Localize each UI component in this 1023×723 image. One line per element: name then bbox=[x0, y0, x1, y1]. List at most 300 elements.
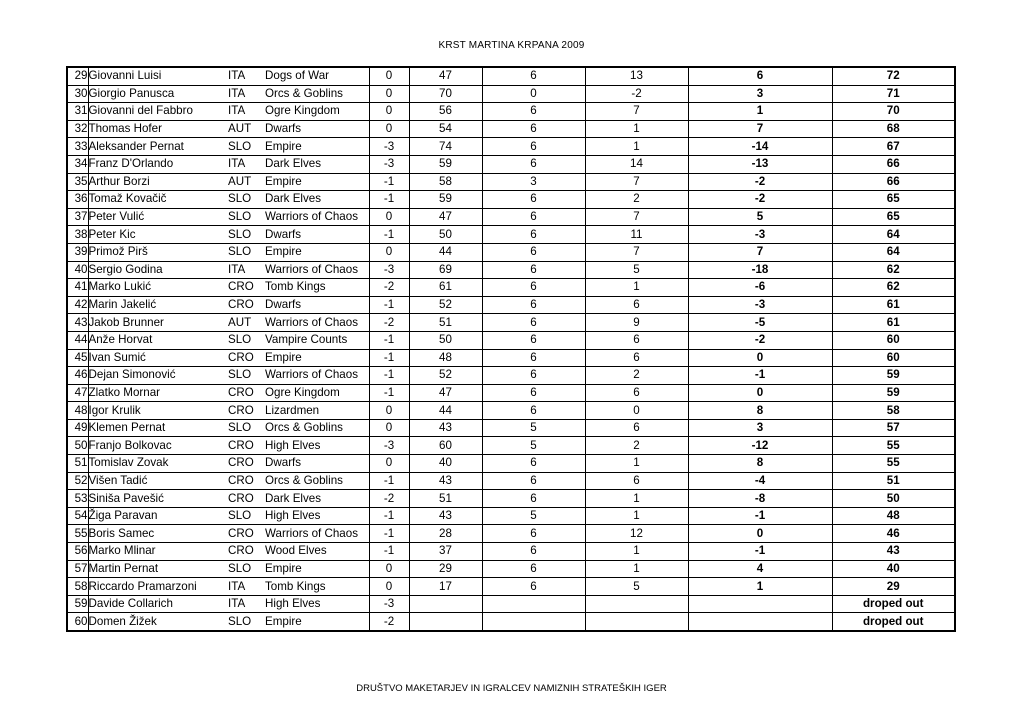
army-name: Ogre Kingdom bbox=[265, 103, 369, 121]
score-cell: 47 bbox=[409, 384, 482, 402]
army-name: Dwarfs bbox=[265, 226, 369, 244]
player-name: Domen Žižek bbox=[88, 613, 228, 631]
rank-cell: 51 bbox=[67, 455, 88, 473]
modifier-cell: -1 bbox=[369, 543, 409, 561]
points-cell bbox=[688, 613, 832, 631]
total-cell: 50 bbox=[832, 490, 955, 508]
rank-cell: 40 bbox=[67, 261, 88, 279]
player-name: Riccardo Pramarzoni bbox=[88, 578, 228, 596]
country-code: SLO bbox=[228, 191, 265, 209]
country-code: CRO bbox=[228, 455, 265, 473]
rank-cell: 46 bbox=[67, 367, 88, 385]
rank-cell: 60 bbox=[67, 613, 88, 631]
rank-cell: 52 bbox=[67, 472, 88, 490]
points-cell: -13 bbox=[688, 155, 832, 173]
modifier-cell: 0 bbox=[369, 419, 409, 437]
points-cell: 0 bbox=[688, 525, 832, 543]
rank-cell: 59 bbox=[67, 595, 88, 613]
score-cell: 44 bbox=[409, 243, 482, 261]
army-name: Warriors of Chaos bbox=[265, 208, 369, 226]
country-code: ITA bbox=[228, 103, 265, 121]
bonus-cell: 1 bbox=[585, 279, 688, 297]
points-cell: -3 bbox=[688, 296, 832, 314]
bonus-cell: 1 bbox=[585, 120, 688, 138]
games-cell: 6 bbox=[482, 455, 585, 473]
player-name: Davide Collarich bbox=[88, 595, 228, 613]
army-name: Dark Elves bbox=[265, 155, 369, 173]
table-row bbox=[67, 349, 955, 367]
army-name: Empire bbox=[265, 138, 369, 156]
points-cell: -1 bbox=[688, 367, 832, 385]
country-code: SLO bbox=[228, 507, 265, 525]
score-cell: 61 bbox=[409, 279, 482, 297]
player-name: Klemen Pernat bbox=[88, 419, 228, 437]
score-cell: 60 bbox=[409, 437, 482, 455]
games-cell: 6 bbox=[482, 243, 585, 261]
country-code: CRO bbox=[228, 490, 265, 508]
bonus-cell: 6 bbox=[585, 419, 688, 437]
games-cell: 6 bbox=[482, 349, 585, 367]
points-cell: -2 bbox=[688, 331, 832, 349]
points-cell: 6 bbox=[688, 67, 832, 85]
rank-cell: 37 bbox=[67, 208, 88, 226]
total-cell: 43 bbox=[832, 543, 955, 561]
score-cell: 70 bbox=[409, 85, 482, 103]
army-name: High Elves bbox=[265, 507, 369, 525]
total-cell: droped out bbox=[832, 613, 955, 631]
modifier-cell: 0 bbox=[369, 402, 409, 420]
score-cell: 44 bbox=[409, 402, 482, 420]
games-cell: 6 bbox=[482, 578, 585, 596]
country-code: SLO bbox=[228, 208, 265, 226]
country-code: CRO bbox=[228, 543, 265, 561]
score-cell: 43 bbox=[409, 419, 482, 437]
points-cell: -18 bbox=[688, 261, 832, 279]
rank-cell: 55 bbox=[67, 525, 88, 543]
points-cell: -6 bbox=[688, 279, 832, 297]
score-cell: 52 bbox=[409, 296, 482, 314]
army-name: Empire bbox=[265, 613, 369, 631]
total-cell: 68 bbox=[832, 120, 955, 138]
total-cell: 64 bbox=[832, 226, 955, 244]
games-cell: 6 bbox=[482, 103, 585, 121]
bonus-cell: 1 bbox=[585, 560, 688, 578]
points-cell: 8 bbox=[688, 455, 832, 473]
modifier-cell: 0 bbox=[369, 560, 409, 578]
total-cell: 66 bbox=[832, 173, 955, 191]
score-cell: 69 bbox=[409, 261, 482, 279]
army-name: Dark Elves bbox=[265, 191, 369, 209]
bonus-cell: 1 bbox=[585, 507, 688, 525]
player-name: Zlatko Mornar bbox=[88, 384, 228, 402]
country-code: ITA bbox=[228, 155, 265, 173]
bonus-cell: 7 bbox=[585, 243, 688, 261]
bonus-cell: 6 bbox=[585, 349, 688, 367]
results-table bbox=[66, 66, 956, 632]
games-cell: 6 bbox=[482, 296, 585, 314]
army-name: Tomb Kings bbox=[265, 279, 369, 297]
modifier-cell: -1 bbox=[369, 331, 409, 349]
rank-cell: 49 bbox=[67, 419, 88, 437]
country-code: ITA bbox=[228, 85, 265, 103]
games-cell: 6 bbox=[482, 472, 585, 490]
army-name: Orcs & Goblins bbox=[265, 419, 369, 437]
rank-cell: 48 bbox=[67, 402, 88, 420]
country-code: SLO bbox=[228, 367, 265, 385]
total-cell: 60 bbox=[832, 331, 955, 349]
points-cell: 1 bbox=[688, 578, 832, 596]
bonus-cell: 1 bbox=[585, 138, 688, 156]
points-cell: -1 bbox=[688, 543, 832, 561]
player-name: Giorgio Panusca bbox=[88, 85, 228, 103]
score-cell: 28 bbox=[409, 525, 482, 543]
total-cell: 62 bbox=[832, 261, 955, 279]
player-name: Boris Samec bbox=[88, 525, 228, 543]
points-cell: 8 bbox=[688, 402, 832, 420]
games-cell: 6 bbox=[482, 543, 585, 561]
points-cell: -2 bbox=[688, 173, 832, 191]
points-cell: -8 bbox=[688, 490, 832, 508]
army-name: Ogre Kingdom bbox=[265, 384, 369, 402]
total-cell: 46 bbox=[832, 525, 955, 543]
bonus-cell: 1 bbox=[585, 543, 688, 561]
country-code: CRO bbox=[228, 525, 265, 543]
army-name: Empire bbox=[265, 173, 369, 191]
modifier-cell: 0 bbox=[369, 85, 409, 103]
total-cell: 60 bbox=[832, 349, 955, 367]
country-code: AUT bbox=[228, 120, 265, 138]
modifier-cell: -3 bbox=[369, 155, 409, 173]
games-cell: 0 bbox=[482, 85, 585, 103]
modifier-cell: 0 bbox=[369, 578, 409, 596]
bonus-cell bbox=[585, 595, 688, 613]
total-cell: 65 bbox=[832, 191, 955, 209]
table-row bbox=[67, 367, 955, 385]
rank-cell: 45 bbox=[67, 349, 88, 367]
rank-cell: 43 bbox=[67, 314, 88, 332]
modifier-cell: 0 bbox=[369, 103, 409, 121]
table-row bbox=[67, 402, 955, 420]
rank-cell: 53 bbox=[67, 490, 88, 508]
modifier-cell: 0 bbox=[369, 208, 409, 226]
total-cell: 70 bbox=[832, 103, 955, 121]
rank-cell: 41 bbox=[67, 279, 88, 297]
table-row bbox=[67, 613, 955, 631]
score-cell: 54 bbox=[409, 120, 482, 138]
games-cell: 6 bbox=[482, 402, 585, 420]
games-cell: 6 bbox=[482, 384, 585, 402]
country-code: ITA bbox=[228, 595, 265, 613]
army-name: Vampire Counts bbox=[265, 331, 369, 349]
country-code: ITA bbox=[228, 67, 265, 85]
total-cell: 55 bbox=[832, 455, 955, 473]
rank-cell: 35 bbox=[67, 173, 88, 191]
country-code: ITA bbox=[228, 578, 265, 596]
score-cell: 48 bbox=[409, 349, 482, 367]
points-cell: -5 bbox=[688, 314, 832, 332]
score-cell: 51 bbox=[409, 314, 482, 332]
score-cell: 51 bbox=[409, 490, 482, 508]
bonus-cell bbox=[585, 613, 688, 631]
games-cell: 6 bbox=[482, 67, 585, 85]
bonus-cell: 7 bbox=[585, 208, 688, 226]
country-code: CRO bbox=[228, 472, 265, 490]
points-cell: 0 bbox=[688, 349, 832, 367]
score-cell: 59 bbox=[409, 155, 482, 173]
total-cell: droped out bbox=[832, 595, 955, 613]
bonus-cell: 5 bbox=[585, 261, 688, 279]
rank-cell: 39 bbox=[67, 243, 88, 261]
rank-cell: 50 bbox=[67, 437, 88, 455]
modifier-cell: -1 bbox=[369, 191, 409, 209]
total-cell: 58 bbox=[832, 402, 955, 420]
score-cell: 50 bbox=[409, 226, 482, 244]
score-cell: 29 bbox=[409, 560, 482, 578]
score-cell: 37 bbox=[409, 543, 482, 561]
bonus-cell: 0 bbox=[585, 402, 688, 420]
modifier-cell: 0 bbox=[369, 243, 409, 261]
games-cell: 6 bbox=[482, 367, 585, 385]
player-name: Arthur Borzi bbox=[88, 173, 228, 191]
army-name: Tomb Kings bbox=[265, 578, 369, 596]
table-row bbox=[67, 314, 955, 332]
modifier-cell: -1 bbox=[369, 226, 409, 244]
total-cell: 72 bbox=[832, 67, 955, 85]
games-cell: 6 bbox=[482, 525, 585, 543]
country-code: SLO bbox=[228, 138, 265, 156]
total-cell: 40 bbox=[832, 560, 955, 578]
modifier-cell: 0 bbox=[369, 67, 409, 85]
modifier-cell: 0 bbox=[369, 120, 409, 138]
table-row bbox=[67, 138, 955, 156]
modifier-cell: -1 bbox=[369, 525, 409, 543]
bonus-cell: 12 bbox=[585, 525, 688, 543]
score-cell: 56 bbox=[409, 103, 482, 121]
country-code: SLO bbox=[228, 560, 265, 578]
player-name: Višen Tadić bbox=[88, 472, 228, 490]
games-cell: 6 bbox=[482, 560, 585, 578]
player-name: Franz D'Orlando bbox=[88, 155, 228, 173]
score-cell: 17 bbox=[409, 578, 482, 596]
player-name: Marko Lukić bbox=[88, 279, 228, 297]
games-cell: 6 bbox=[482, 279, 585, 297]
bonus-cell: 6 bbox=[585, 472, 688, 490]
table-row bbox=[67, 85, 955, 103]
player-name: Aleksander Pernat bbox=[88, 138, 228, 156]
table-row bbox=[67, 261, 955, 279]
total-cell: 71 bbox=[832, 85, 955, 103]
player-name: Tomaž Kovačič bbox=[88, 191, 228, 209]
games-cell: 6 bbox=[482, 208, 585, 226]
army-name: Dark Elves bbox=[265, 490, 369, 508]
page-footer: DRUŠTVO MAKETARJEV IN IGRALCEV NAMIZNIH STRATEŠKIH IGER bbox=[356, 683, 667, 694]
table-row bbox=[67, 490, 955, 508]
army-name: Dwarfs bbox=[265, 120, 369, 138]
player-name: Martin Pernat bbox=[88, 560, 228, 578]
total-cell: 55 bbox=[832, 437, 955, 455]
army-name: Warriors of Chaos bbox=[265, 367, 369, 385]
table-row bbox=[67, 208, 955, 226]
player-name: Primož Pirš bbox=[88, 243, 228, 261]
results-table-body bbox=[67, 67, 955, 631]
country-code: CRO bbox=[228, 296, 265, 314]
table-row bbox=[67, 279, 955, 297]
score-cell: 59 bbox=[409, 191, 482, 209]
modifier-cell: -3 bbox=[369, 437, 409, 455]
table-row bbox=[67, 243, 955, 261]
army-name: High Elves bbox=[265, 437, 369, 455]
modifier-cell: -1 bbox=[369, 296, 409, 314]
player-name: Tomislav Zovak bbox=[88, 455, 228, 473]
table-row bbox=[67, 173, 955, 191]
player-name: Thomas Hofer bbox=[88, 120, 228, 138]
total-cell: 61 bbox=[832, 296, 955, 314]
army-name: Wood Elves bbox=[265, 543, 369, 561]
player-name: Jakob Brunner bbox=[88, 314, 228, 332]
points-cell bbox=[688, 595, 832, 613]
bonus-cell: 6 bbox=[585, 296, 688, 314]
points-cell: 4 bbox=[688, 560, 832, 578]
bonus-cell: -2 bbox=[585, 85, 688, 103]
points-cell: -2 bbox=[688, 191, 832, 209]
player-name: Marin Jakelić bbox=[88, 296, 228, 314]
points-cell: 3 bbox=[688, 85, 832, 103]
rank-cell: 33 bbox=[67, 138, 88, 156]
table-row bbox=[67, 103, 955, 121]
bonus-cell: 6 bbox=[585, 331, 688, 349]
table-row bbox=[67, 419, 955, 437]
score-cell: 52 bbox=[409, 367, 482, 385]
table-row bbox=[67, 578, 955, 596]
games-cell: 6 bbox=[482, 155, 585, 173]
army-name: Warriors of Chaos bbox=[265, 314, 369, 332]
table-row bbox=[67, 331, 955, 349]
player-name: Ivan Sumić bbox=[88, 349, 228, 367]
modifier-cell: -3 bbox=[369, 261, 409, 279]
table-row bbox=[67, 560, 955, 578]
country-code: SLO bbox=[228, 331, 265, 349]
modifier-cell: -3 bbox=[369, 138, 409, 156]
total-cell: 66 bbox=[832, 155, 955, 173]
games-cell: 6 bbox=[482, 120, 585, 138]
country-code: CRO bbox=[228, 384, 265, 402]
modifier-cell: -1 bbox=[369, 349, 409, 367]
total-cell: 57 bbox=[832, 419, 955, 437]
games-cell: 6 bbox=[482, 261, 585, 279]
games-cell: 3 bbox=[482, 173, 585, 191]
army-name: Lizardmen bbox=[265, 402, 369, 420]
points-cell: 7 bbox=[688, 120, 832, 138]
points-cell: -12 bbox=[688, 437, 832, 455]
modifier-cell: -1 bbox=[369, 173, 409, 191]
country-code: ITA bbox=[228, 261, 265, 279]
bonus-cell: 13 bbox=[585, 67, 688, 85]
player-name: Žiga Paravan bbox=[88, 507, 228, 525]
games-cell: 6 bbox=[482, 191, 585, 209]
rank-cell: 54 bbox=[67, 507, 88, 525]
games-cell: 6 bbox=[482, 331, 585, 349]
country-code: SLO bbox=[228, 243, 265, 261]
player-name: Giovanni Luisi bbox=[88, 67, 228, 85]
total-cell: 51 bbox=[832, 472, 955, 490]
table-row bbox=[67, 296, 955, 314]
score-cell: 58 bbox=[409, 173, 482, 191]
bonus-cell: 6 bbox=[585, 384, 688, 402]
score-cell: 47 bbox=[409, 67, 482, 85]
rank-cell: 31 bbox=[67, 103, 88, 121]
score-cell: 40 bbox=[409, 455, 482, 473]
army-name: Empire bbox=[265, 349, 369, 367]
bonus-cell: 2 bbox=[585, 437, 688, 455]
score-cell: 74 bbox=[409, 138, 482, 156]
table-row bbox=[67, 191, 955, 209]
player-name: Anže Horvat bbox=[88, 331, 228, 349]
games-cell: 5 bbox=[482, 419, 585, 437]
points-cell: 7 bbox=[688, 243, 832, 261]
rank-cell: 56 bbox=[67, 543, 88, 561]
rank-cell: 57 bbox=[67, 560, 88, 578]
rank-cell: 38 bbox=[67, 226, 88, 244]
rank-cell: 42 bbox=[67, 296, 88, 314]
player-name: Giovanni del Fabbro bbox=[88, 103, 228, 121]
player-name: Siniša Pavešić bbox=[88, 490, 228, 508]
table-row bbox=[67, 525, 955, 543]
country-code: CRO bbox=[228, 279, 265, 297]
table-row bbox=[67, 595, 955, 613]
modifier-cell: -1 bbox=[369, 367, 409, 385]
games-cell: 6 bbox=[482, 490, 585, 508]
table-row bbox=[67, 543, 955, 561]
table-row bbox=[67, 455, 955, 473]
bonus-cell: 2 bbox=[585, 191, 688, 209]
points-cell: 3 bbox=[688, 419, 832, 437]
bonus-cell: 5 bbox=[585, 578, 688, 596]
score-cell bbox=[409, 595, 482, 613]
modifier-cell: -3 bbox=[369, 595, 409, 613]
table-row bbox=[67, 226, 955, 244]
total-cell: 62 bbox=[832, 279, 955, 297]
points-cell: -4 bbox=[688, 472, 832, 490]
points-cell: 0 bbox=[688, 384, 832, 402]
army-name: Warriors of Chaos bbox=[265, 261, 369, 279]
total-cell: 67 bbox=[832, 138, 955, 156]
modifier-cell: -2 bbox=[369, 279, 409, 297]
country-code: CRO bbox=[228, 437, 265, 455]
bonus-cell: 7 bbox=[585, 173, 688, 191]
army-name: Warriors of Chaos bbox=[265, 525, 369, 543]
total-cell: 48 bbox=[832, 507, 955, 525]
rank-cell: 32 bbox=[67, 120, 88, 138]
points-cell: 5 bbox=[688, 208, 832, 226]
total-cell: 29 bbox=[832, 578, 955, 596]
page-title: KRST MARTINA KRPANA 2009 bbox=[438, 40, 585, 51]
points-cell: -1 bbox=[688, 507, 832, 525]
rank-cell: 30 bbox=[67, 85, 88, 103]
player-name: Marko Mlinar bbox=[88, 543, 228, 561]
score-cell: 43 bbox=[409, 507, 482, 525]
table-row bbox=[67, 384, 955, 402]
modifier-cell: 0 bbox=[369, 455, 409, 473]
country-code: AUT bbox=[228, 173, 265, 191]
rank-cell: 44 bbox=[67, 331, 88, 349]
modifier-cell: -1 bbox=[369, 384, 409, 402]
total-cell: 61 bbox=[832, 314, 955, 332]
bonus-cell: 9 bbox=[585, 314, 688, 332]
army-name: Empire bbox=[265, 560, 369, 578]
army-name: Orcs & Goblins bbox=[265, 472, 369, 490]
army-name: Dwarfs bbox=[265, 296, 369, 314]
bonus-cell: 1 bbox=[585, 490, 688, 508]
